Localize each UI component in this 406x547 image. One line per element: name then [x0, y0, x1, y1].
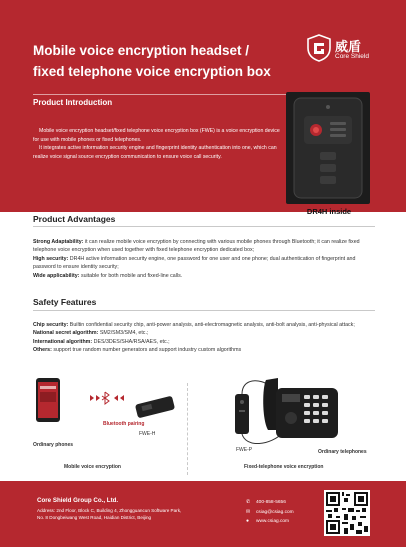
footer-company: Core Shield Group Co., Ltd. — [37, 497, 119, 504]
desk-telephone-icon — [263, 378, 338, 438]
page-title — [33, 40, 293, 82]
security-label: Others: — [33, 347, 52, 354]
advantage-label: High security: — [33, 255, 69, 262]
footer-phone-text: 400-858-5656 — [256, 500, 286, 505]
company-logo — [306, 34, 386, 66]
advantage-label: Strong Adaptability: — [33, 239, 84, 245]
title-line-2: fixed telephone voice encryption box — [33, 64, 271, 79]
security-text: Builtin confidential security chip, anti-power analysis, anti-electromagnetic analysis, anti-bolt analysis, anti-physical attack; — [68, 322, 355, 328]
footer-website[interactable] — [246, 517, 294, 527]
shield-logo-icon — [306, 34, 332, 62]
bluetooth-label: Bluetooth pairing — [103, 421, 145, 427]
advantages-rule — [33, 226, 375, 227]
mobile-phone-icon — [36, 378, 60, 422]
intro-paragraph-1: Mobile voice encryption headset/fixed telephone voice encryption box (FWE) is a voice encryption device for use with mobile phones or fixed telephones. — [33, 128, 280, 143]
security-item — [33, 321, 375, 329]
headset-device-icon — [135, 396, 175, 419]
header-divider — [33, 94, 311, 95]
advantages-list — [33, 238, 375, 280]
security-item — [33, 346, 375, 354]
usage-diagram — [30, 368, 380, 476]
footer-website-text: www.csiag.com — [256, 519, 290, 524]
security-label: National secret algorithm: — [33, 330, 99, 337]
security-text: SM2/SM3/SM4, etc.; — [98, 330, 149, 337]
security-list — [33, 321, 375, 355]
footer-email[interactable] — [246, 508, 294, 518]
advantage-text: suitable for both mobile and fixed-line calls. — [79, 272, 183, 279]
phone-icon: ✆ — [246, 499, 251, 505]
intro-heading: Product Introduction — [33, 98, 113, 107]
device-image — [286, 92, 370, 204]
logo-chinese-text: 威盾 — [335, 40, 362, 55]
diagram-divider — [187, 383, 188, 475]
left-caption: Mobile voice encryption — [64, 464, 121, 470]
footer-contacts — [246, 498, 294, 527]
security-heading: Safety Features — [33, 297, 97, 307]
security-item — [33, 329, 375, 337]
box-label: FWE-P — [236, 447, 253, 453]
security-label: International algorithm: — [33, 338, 93, 345]
advantage-text: DR4H active information security engine, one password for one user and one phone; dual authentication of fingerprint and password to ensure identity security; — [33, 255, 356, 271]
bluetooth-arrows-icon — [90, 392, 124, 404]
email-icon: ✉ — [246, 508, 251, 515]
security-item — [33, 338, 375, 346]
footer — [0, 481, 406, 547]
title-line-1: Mobile voice encryption headset / — [33, 43, 250, 58]
security-text: support true random number generators and support industry custom algorithms — [51, 347, 242, 354]
footer-address — [37, 507, 227, 521]
advantage-label: Wide applicability: — [33, 272, 80, 279]
advantage-text: it can realize mobile voice encryption by connecting with various mobile phones through Bluetooth; it can realize fixed telephone voice encryption when used together with fixed telephone encryption dedicated box; — [33, 239, 360, 254]
intro-paragraph-2: It integrates active information security engine and fingerprint identity authentication into one, which can realize voice signal source encryption communication to ensure voice call security. — [33, 145, 277, 160]
advantage-item — [33, 238, 375, 255]
advantages-heading: Product Advantages — [33, 214, 116, 224]
security-text: DES/3DES/SHA/RSA/AES, etc.; — [92, 338, 170, 345]
footer-email-text: csiag@csiag.com — [256, 509, 294, 515]
device-caption: DR4H inside — [306, 207, 352, 216]
qr-code-icon[interactable] — [324, 490, 370, 536]
advantage-item — [33, 255, 375, 272]
footer-address-line-1: Address: 2nd Floor, Block C, Building 4, Zhongguancun Software Park, — [37, 508, 182, 513]
headset-label: FWE-H — [139, 431, 156, 437]
intro-text — [33, 127, 283, 161]
footer-phone — [246, 498, 294, 508]
security-rule — [33, 310, 375, 311]
left-phone-label: Ordinary phones — [33, 442, 74, 448]
globe-icon: ● — [246, 518, 250, 524]
advantage-item — [33, 272, 375, 280]
footer-address-line-2: No. 8 Dongbeiwang West Road, Haidian District, Beijing — [37, 515, 152, 520]
logo-english-text: Core Shield — [335, 53, 369, 60]
right-phone-label: Ordinary telephones — [318, 449, 367, 455]
encryption-box-icon — [235, 394, 249, 434]
security-label: Chip security: — [33, 322, 69, 328]
right-caption: Fixed-telephone voice encryption — [244, 464, 324, 470]
